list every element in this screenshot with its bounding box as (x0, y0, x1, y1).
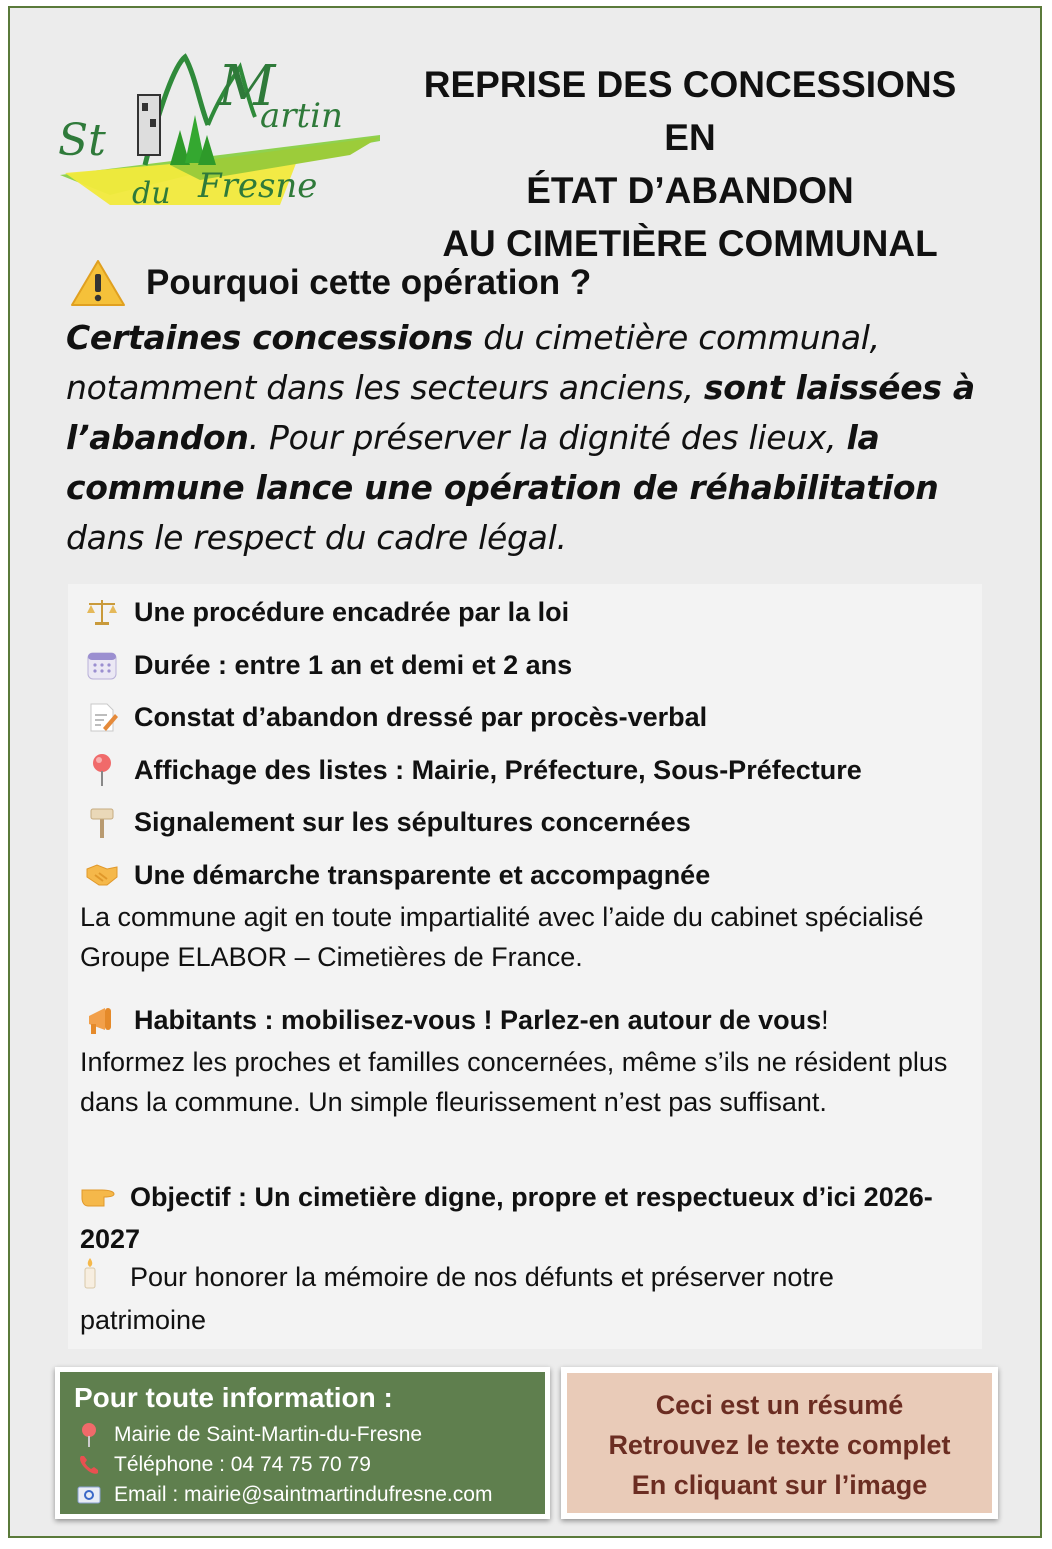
info-email-row[interactable] (76, 1482, 492, 1508)
intro-text-2: . Pour préserver la dignité des lieux, (248, 418, 847, 457)
pin-icon (84, 752, 120, 788)
intro-text-3: dans le respect du cadre légal. (66, 518, 567, 557)
accompany-text: La commune agit en toute impartialité avec l’aide du cabinet spécialisé Groupe ELABOR – Cimetières de France. (80, 902, 924, 972)
intro-text-1: du cimetière communal, notamment dans les secteurs anciens, (66, 318, 880, 407)
intro-paragraph (66, 313, 996, 563)
summary-line-3: En cliquant sur l’image (631, 1470, 928, 1500)
info-phone[interactable]: Téléphone : 04 74 75 70 79 (114, 1453, 371, 1476)
why-heading-text: Pourquoi cette opération ? (146, 263, 592, 302)
scales-icon (84, 594, 120, 630)
intro-bold-1: Certaines concessions (66, 318, 474, 357)
email-icon (76, 1482, 102, 1508)
megaphone-icon (84, 1002, 120, 1038)
handshake-icon (84, 857, 120, 893)
candle-icon (80, 1257, 116, 1300)
logo (50, 45, 390, 220)
logo-st: St (58, 115, 106, 166)
list-item-text: Signalement sur les sépultures concernées (134, 806, 691, 837)
logo-martin: artin (260, 96, 343, 136)
list-item (84, 594, 569, 630)
pointing-hand-icon (80, 1179, 116, 1219)
list-item (84, 647, 572, 683)
mobilize-excl: ! (821, 1004, 829, 1035)
objective-text-row (80, 1257, 960, 1340)
summary-line-2: Retrouvez le texte complet (608, 1430, 951, 1460)
mobilize-heading-text: Habitants : mobilisez-vous ! Parlez-en autour de vous (134, 1004, 822, 1035)
title-line-1: REPRISE DES CONCESSIONS EN (423, 64, 957, 158)
title-line-2: ÉTAT D’ABANDON (526, 170, 854, 211)
info-heading: Pour toute information : (74, 1382, 393, 1413)
info-email[interactable]: Email : mairie@saintmartindufresne.com (114, 1483, 493, 1506)
title-line-3: AU CIMETIÈRE COMMUNAL (442, 223, 938, 264)
info-address-row (76, 1422, 422, 1448)
objective-text: Pour honorer la mémoire de nos défunts et préserver notre patrimoine (80, 1262, 834, 1336)
signpost-icon (84, 804, 120, 840)
logo-du: du (132, 176, 171, 211)
calendar-icon (84, 647, 120, 683)
logo-fresne: Fresne (198, 166, 318, 206)
intro-bold-2: sont laissées à l’abandon (66, 368, 975, 457)
info-phone-row[interactable] (76, 1452, 371, 1478)
summary-line-1: Ceci est un résumé (655, 1390, 904, 1420)
list-item-text: Constat d’abandon dressé par procès-verbal (134, 701, 708, 732)
list-item (84, 752, 862, 788)
mobilize-heading (84, 1002, 829, 1038)
list-item-text: Une démarche transparente et accompagnée (134, 859, 711, 890)
list-item-text: Une procédure encadrée par la loi (134, 596, 570, 627)
intro-bold-3: la commune lance une opération de réhabilitation (66, 418, 939, 507)
warning-icon (70, 258, 126, 308)
why-heading (70, 258, 591, 308)
objective-heading (80, 1177, 960, 1259)
phone-icon (76, 1452, 102, 1478)
objective-heading-text: Objectif : Un cimetière digne, propre et respectueux d’ici 2026-2027 (80, 1182, 933, 1254)
mobilize-text: Informez les proches et familles concernées, même s’ils ne résident plus dans la commune. Un simple fleurissement n’est pas suffisant. (80, 1047, 948, 1117)
list-item-text: Affichage des listes : Mairie, Préfecture, Sous-Préfecture (134, 754, 862, 785)
logo-m: M (218, 54, 276, 119)
summary-link-box[interactable] (561, 1367, 998, 1519)
list-item (84, 857, 710, 893)
list-item (84, 699, 707, 735)
page-title (400, 58, 980, 270)
list-item-text: Durée : entre 1 an et demi et 2 ans (134, 649, 573, 680)
list-item (84, 804, 691, 840)
info-address: Mairie de Saint-Martin-du-Fresne (114, 1423, 423, 1446)
info-box (55, 1367, 550, 1519)
pin-icon (76, 1422, 102, 1448)
memo-icon (84, 699, 120, 735)
